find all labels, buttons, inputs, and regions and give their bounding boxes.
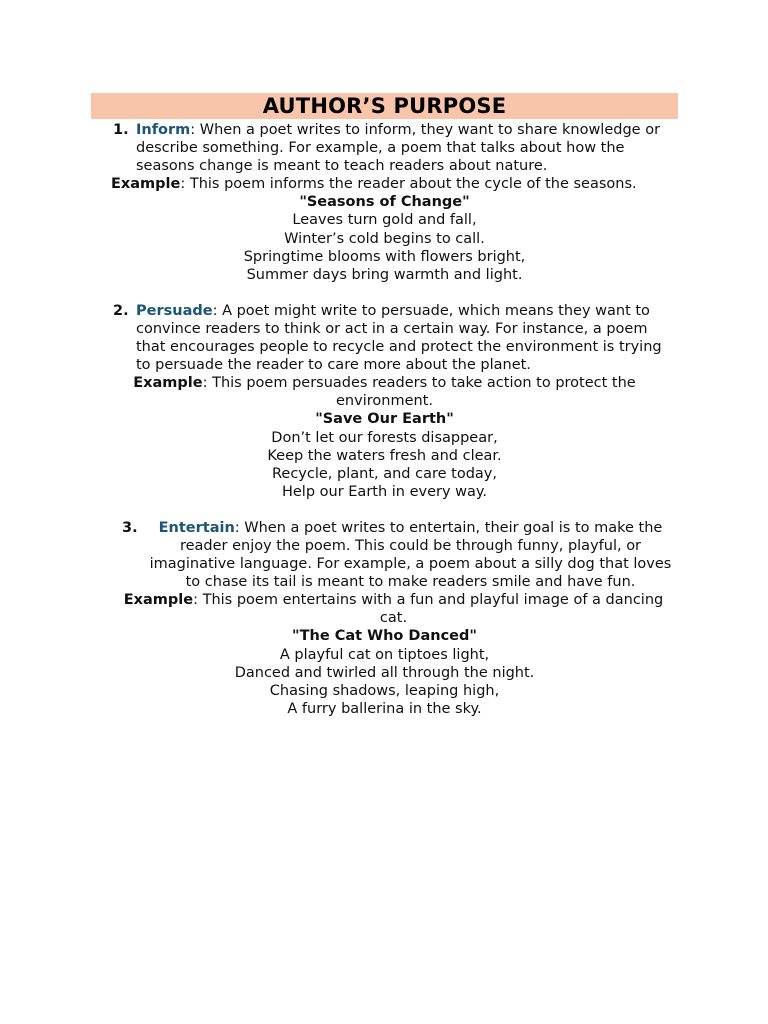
- poem-line: Recycle, plant, and care today,: [271, 465, 497, 482]
- spacer: [91, 284, 678, 302]
- example-label: Example: [123, 592, 194, 609]
- poem-line: Chasing shadows, leaping high,: [269, 682, 500, 699]
- poem-line: A furry ballerina in the sky.: [287, 700, 482, 717]
- document-page: [91, 93, 678, 718]
- poem-line: Don’t let our forests disappear,: [271, 429, 498, 446]
- term-entertain: Entertain: [158, 519, 235, 536]
- poem-line: A playful cat on tiptoes light,: [279, 646, 490, 663]
- poem: [91, 627, 678, 717]
- example-label: Example: [111, 176, 181, 193]
- example-line: [91, 591, 678, 627]
- definition-text: : A poet might write to persuade, which means they want to convince readers to think or act in a certain way. For instance, a poem that encourages people to recycle and protect the environment is trying to persuade the reader to care more about the planet.: [136, 302, 662, 374]
- example-text: : This poem persuades readers to take action to protect the environment.: [202, 375, 636, 410]
- example-line: [91, 374, 678, 410]
- term-persuade: Persuade: [136, 302, 213, 319]
- poem-line: Leaves turn gold and fall,: [292, 212, 477, 229]
- example-text: : This poem entertains with a fun and playful image of a dancing cat.: [193, 592, 664, 627]
- poem-line: Help our Earth in every way.: [281, 483, 488, 500]
- section-inform: [91, 121, 678, 284]
- poem-title: "The Cat Who Danced": [292, 628, 477, 645]
- definition-text: : When a poet writes to entertain, their goal is to make the reader enjoy the poem. This could be through funny, playful, or imaginative language. For example, a poem about a silly dog that loves to chase its tail is meant to make readers smile and have fun.: [149, 519, 672, 591]
- poem-line: Keep the waters fresh and clear.: [267, 447, 502, 464]
- poem-title: "Seasons of Change": [299, 194, 470, 211]
- poem-line: Danced and twirled all through the night.: [234, 664, 535, 681]
- section-definition: [91, 519, 678, 591]
- section-persuade: [91, 302, 678, 501]
- list-number: 1.: [113, 122, 129, 138]
- poem-title: "Save Our Earth": [315, 411, 454, 428]
- definition-text: : When a poet writes to inform, they want to share knowledge or describe something. For example, a poem that talks about how the seasons change is meant to teach readers about nature.: [136, 122, 661, 175]
- example-text: : This poem informs the reader about the cycle of the seasons.: [180, 176, 637, 193]
- poem-line: Summer days bring warmth and light.: [246, 266, 523, 283]
- example-line: [91, 175, 678, 193]
- section-definition: [91, 302, 678, 374]
- section-definition: [91, 121, 678, 175]
- list-number: 3.: [122, 519, 138, 536]
- section-entertain: [91, 519, 678, 718]
- page-title: AUTHOR’S PURPOSE: [91, 93, 678, 119]
- example-label: Example: [133, 375, 203, 392]
- term-inform: Inform: [136, 122, 191, 138]
- poem-line: Winter’s cold begins to call.: [284, 230, 485, 247]
- poem: [91, 193, 678, 283]
- poem-line: Springtime blooms with flowers bright,: [243, 248, 526, 265]
- spacer: [91, 501, 678, 519]
- list-number: 2.: [113, 302, 129, 319]
- poem: [91, 410, 678, 500]
